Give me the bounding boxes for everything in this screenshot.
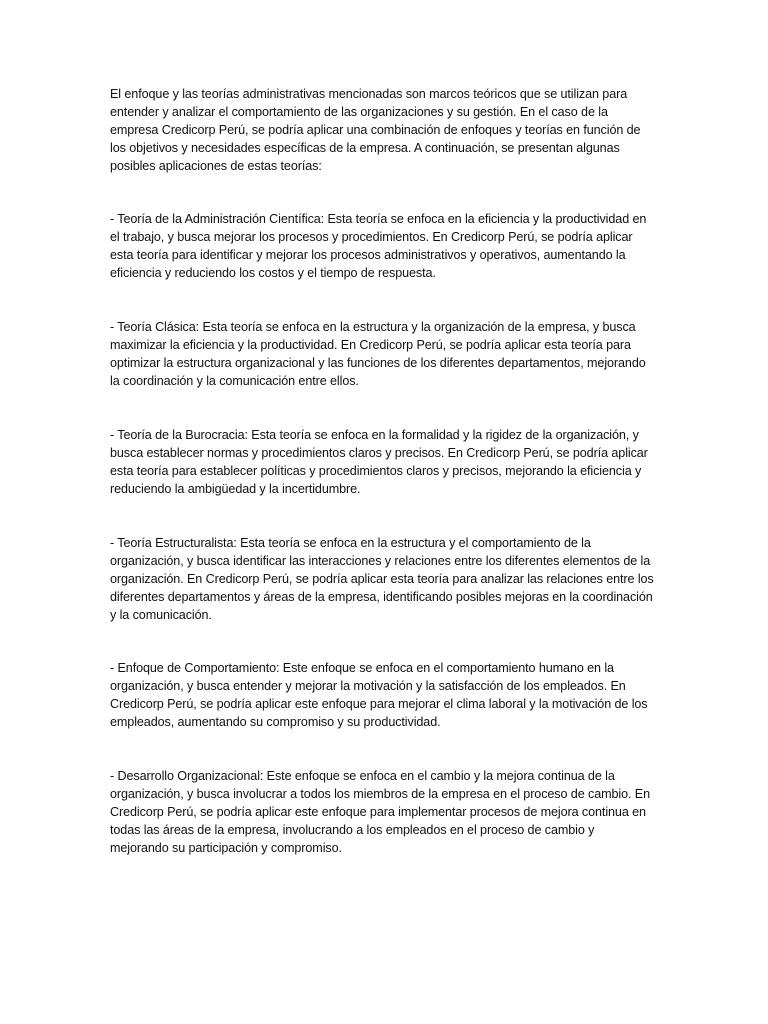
paragraph-teoria-burocracia: - Teoría de la Burocracia: Esta teoría se enfoca en la formalidad y la rigidez de la organización, y busca establecer normas y procedimientos claros y precisos. En Credicorp Perú, se podría aplicar esta teoría para establecer políticas y procedimientos claros y precisos, mejorando la eficiencia y reduciendo la ambigüedad y la incertidumbre. — [110, 428, 648, 496]
paragraph-teoria-estructuralista: - Teoría Estructuralista: Esta teoría se enfoca en la estructura y el comportamiento de la organización, y busca identificar las interacciones y relaciones entre los diferentes elementos de la organización. En Credicorp Perú, se podría aplicar esta teoría para analizar las relaciones entre los diferentes departamentos y áreas de la empresa, identificando posibles mejoras en la coordinación y la comunicación. — [110, 536, 654, 622]
paragraph-administracion-cientifica: - Teoría de la Administración Científica: Esta teoría se enfoca en la eficiencia y la productividad en el trabajo, y busca mejorar los procesos y procedimientos. En Credicorp Perú, se podría aplicar esta teoría para identificar y mejorar los procesos administrativos y operativos, aumentando la eficiencia y reduciendo los costos y el tiempo de respuesta. — [110, 212, 647, 280]
intro-paragraph: El enfoque y las teorías administrativas mencionadas son marcos teóricos que se utilizan para entender y analizar el comportamiento de las organizaciones y su gestión. En el caso de la empresa Credicorp Perú, se podría aplicar una combinación de enfoques y teorías en función de los objetivos y necesidades específicas de la empresa. A continuación, se presentan algunas posibles aplicaciones de estas teorías: — [110, 87, 641, 173]
paragraph-enfoque-comportamiento: - Enfoque de Comportamiento: Este enfoque se enfoca en el comportamiento humano en la organización, y busca entender y mejorar la motivación y la satisfacción de los empleados. En Credicorp Perú, se podría aplicar este enfoque para mejorar el clima laboral y la motivación de los empleados, aumentando su compromiso y su productividad. — [110, 661, 648, 729]
paragraph-teoria-clasica: - Teoría Clásica: Esta teoría se enfoca en la estructura y la organización de la empresa, y busca maximizar la eficiencia y la productividad. En Credicorp Perú, se podría aplicar esta teoría para optimizar la estructura organizacional y las funciones de los diferentes departamentos, mejorando la coordinación y la comunicación entre ellos. — [110, 320, 646, 388]
paragraph-desarrollo-organizacional: - Desarrollo Organizacional: Este enfoque se enfoca en el cambio y la mejora continua de la organización, y busca involucrar a todos los miembros de la empresa en el proceso de cambio. En Credicorp Perú, se podría aplicar este enfoque para implementar procesos de mejora continua en todas las áreas de la empresa, involucrando a los empleados en el proceso de cambio y mejorando su participación y compromiso. — [110, 769, 651, 855]
